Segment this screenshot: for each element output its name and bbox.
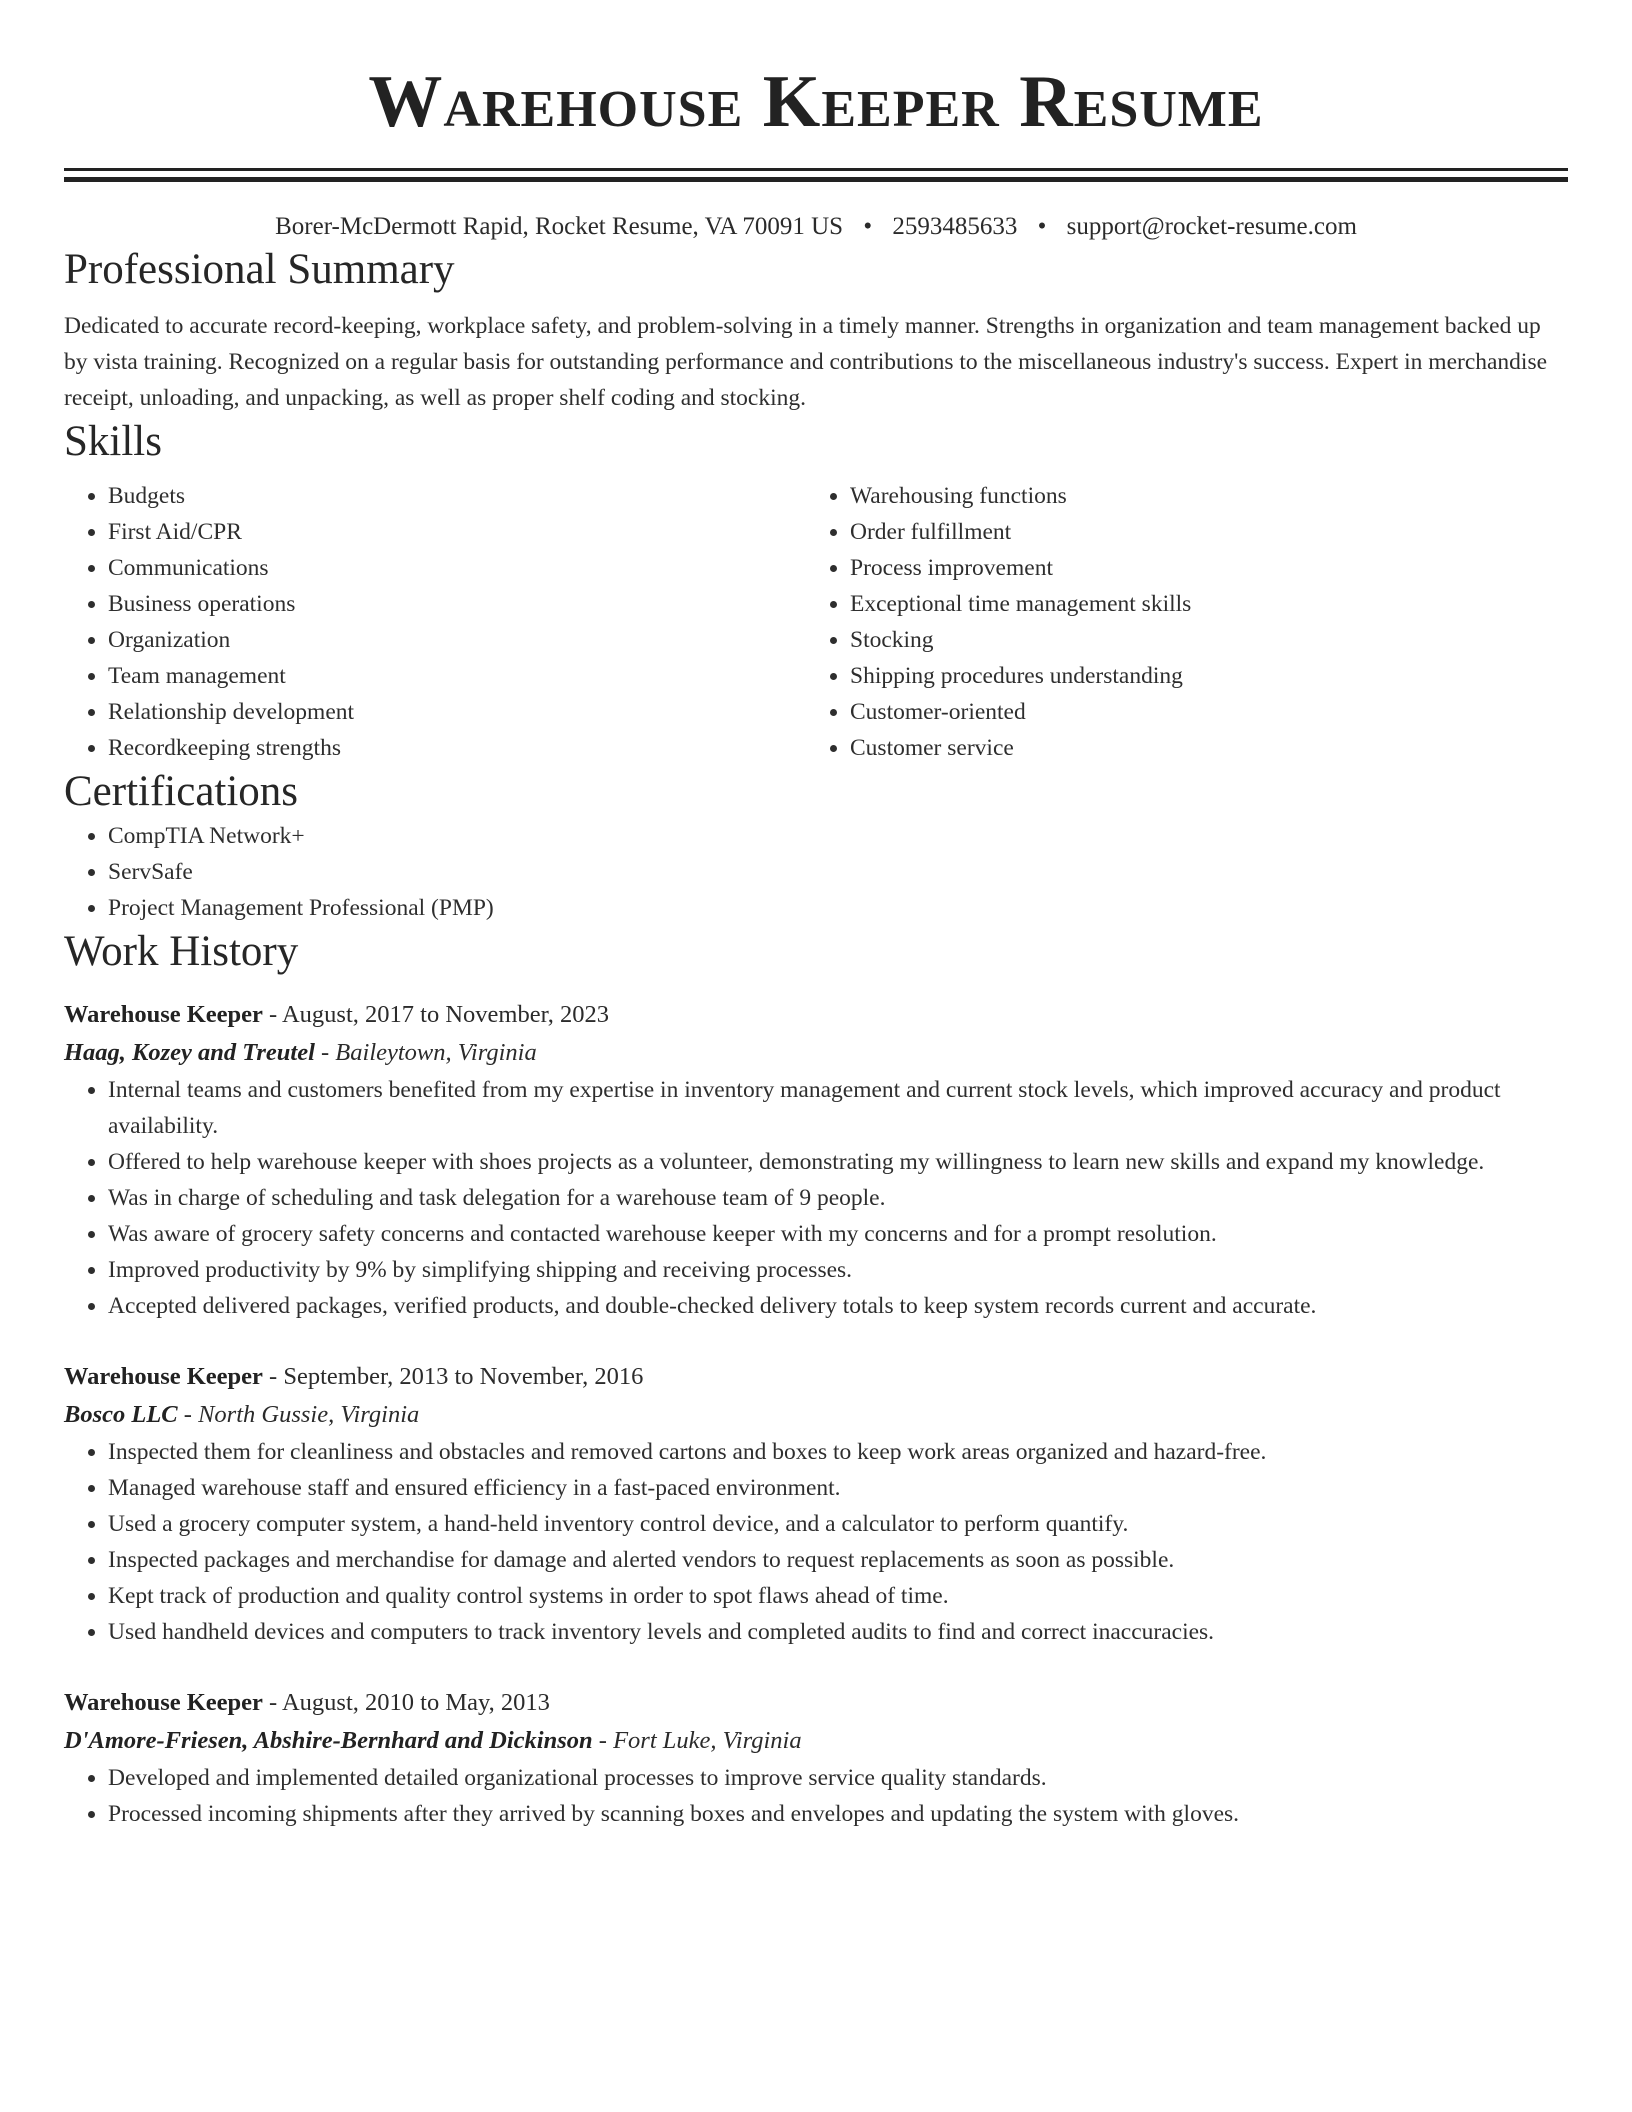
contact-info <box>64 210 1568 244</box>
summary-text: Dedicated to accurate record-keeping, workplace safety, and problem-solving in a timely manner. Strengths in organization and team management backed up by vista training. Recognized on a regular basis for outstanding performance and contributions to the miscellaneous industry's success. Expert in merchandise receipt, unloading, and unpacking, as well as proper shelf coding and stocking. <box>64 313 1548 411</box>
skill-item: • Shipping procedures understanding <box>850 658 1548 694</box>
work-history-heading: Work History <box>64 928 299 975</box>
skill-item: • Relationship development <box>108 694 806 730</box>
skill-item: • Stocking <box>850 622 1548 658</box>
skill-item: • Customer-oriented <box>850 694 1548 730</box>
skill-item: • Communications <box>108 550 806 586</box>
contact-separator: • <box>863 213 873 240</box>
summary-heading: Professional Summary <box>64 246 455 293</box>
certification-item: • Project Management Professional (PMP) <box>108 890 1568 926</box>
contact-address: Borer-McDermott Rapid, Rocket Resume, VA 70091 US <box>275 213 844 240</box>
job-entry <box>64 1358 1568 1650</box>
certifications-heading: Certifications <box>64 768 299 815</box>
job-duty: • Inspected them for cleanliness and obstacles and removed cartons and boxes to keep work areas organized and hazard-free. <box>108 1434 1568 1470</box>
job-duty: • Was aware of grocery safety concerns and contacted warehouse keeper with my concerns and for a prompt resolution. <box>108 1216 1568 1252</box>
job-entry <box>64 996 1568 1324</box>
skill-item: • Process improvement <box>850 550 1548 586</box>
job-duty: • Used handheld devices and computers to track inventory levels and completed audits to find and correct inaccuracies. <box>108 1614 1568 1650</box>
contact-email: support@rocket-resume.com <box>1066 213 1357 240</box>
page-title: Warehouse Keeper Resume <box>368 61 1264 143</box>
job-dates: - August, 2010 to May, 2013 <box>262 1689 550 1716</box>
skill-item: • Customer service <box>850 730 1548 766</box>
job-company-line <box>64 1034 1568 1072</box>
job-duty: • Processed incoming shipments after they arrived by scanning boxes and envelopes and updating the system with gloves. <box>108 1796 1568 1832</box>
job-title: Warehouse Keeper <box>64 1001 263 1028</box>
job-company: Haag, Kozey and Treutel <box>64 1039 315 1066</box>
title-divider-thin <box>64 168 1568 171</box>
skills-list-right <box>806 478 1548 766</box>
skill-item: • Recordkeeping strengths <box>108 730 806 766</box>
skill-item: • Organization <box>108 622 806 658</box>
contact-phone: 2593485633 <box>892 213 1018 240</box>
job-dates: - September, 2013 to November, 2016 <box>262 1363 644 1390</box>
title-divider-thick <box>64 177 1568 182</box>
job-duties-list <box>64 1072 1568 1324</box>
job-duty: • Improved productivity by 9% by simplifying shipping and receiving processes. <box>108 1252 1568 1288</box>
job-duty: • Was in charge of scheduling and task delegation for a warehouse team of 9 people. <box>108 1180 1568 1216</box>
job-duty: • Offered to help warehouse keeper with shoes projects as a volunteer, demonstrating my willingness to learn new skills and expand my knowledge. <box>108 1144 1568 1180</box>
job-title-line <box>64 1684 1568 1722</box>
job-location: - Fort Luke, Virginia <box>592 1727 802 1754</box>
job-company-line <box>64 1396 1568 1434</box>
job-duty: • Used a grocery computer system, a hand-held inventory control device, and a calculator to perform quantify. <box>108 1506 1568 1542</box>
certifications-list <box>64 818 1568 926</box>
skills-list-left <box>64 478 806 766</box>
job-entry <box>64 1684 1568 1832</box>
skill-item: • Warehousing functions <box>850 478 1548 514</box>
job-company: D'Amore-Friesen, Abshire-Bernhard and Dickinson <box>64 1727 593 1754</box>
skill-item: • Exceptional time management skills <box>850 586 1548 622</box>
job-location: - Baileytown, Virginia <box>314 1039 537 1066</box>
job-dates: - August, 2017 to November, 2023 <box>262 1001 609 1028</box>
job-location: - North Gussie, Virginia <box>177 1401 420 1428</box>
job-company: Bosco LLC <box>64 1401 178 1428</box>
skills-heading: Skills <box>64 418 162 465</box>
skill-item: • Budgets <box>108 478 806 514</box>
job-title: Warehouse Keeper <box>64 1363 263 1390</box>
job-title-line <box>64 996 1568 1034</box>
job-duties-list <box>64 1434 1568 1650</box>
skills-column-right <box>806 478 1548 766</box>
skill-item: • Team management <box>108 658 806 694</box>
skill-item: • First Aid/CPR <box>108 514 806 550</box>
job-duty: • Developed and implemented detailed organizational processes to improve service quality standards. <box>108 1760 1568 1796</box>
skills-column-left <box>64 478 806 766</box>
job-duty: • Internal teams and customers benefited from my expertise in inventory management and current stock levels, which improved accuracy and product availability. <box>108 1072 1568 1144</box>
skill-item: • Order fulfillment <box>850 514 1548 550</box>
job-title: Warehouse Keeper <box>64 1689 263 1716</box>
certification-item: • CompTIA Network+ <box>108 818 1568 854</box>
job-duties-list <box>64 1760 1568 1832</box>
job-company-line <box>64 1722 1568 1760</box>
skills-grid <box>64 478 1568 766</box>
contact-separator: • <box>1037 213 1047 240</box>
skill-item: • Business operations <box>108 586 806 622</box>
job-title-line <box>64 1358 1568 1396</box>
job-duty: • Managed warehouse staff and ensured efficiency in a fast-paced environment. <box>108 1470 1568 1506</box>
job-duty: • Accepted delivered packages, verified products, and double-checked delivery totals to keep system records current and accurate. <box>108 1288 1568 1324</box>
job-duty: • Inspected packages and merchandise for damage and alerted vendors to request replacements as soon as possible. <box>108 1542 1568 1578</box>
certification-item: • ServSafe <box>108 854 1568 890</box>
job-duty: • Kept track of production and quality control systems in order to spot flaws ahead of time. <box>108 1578 1568 1614</box>
